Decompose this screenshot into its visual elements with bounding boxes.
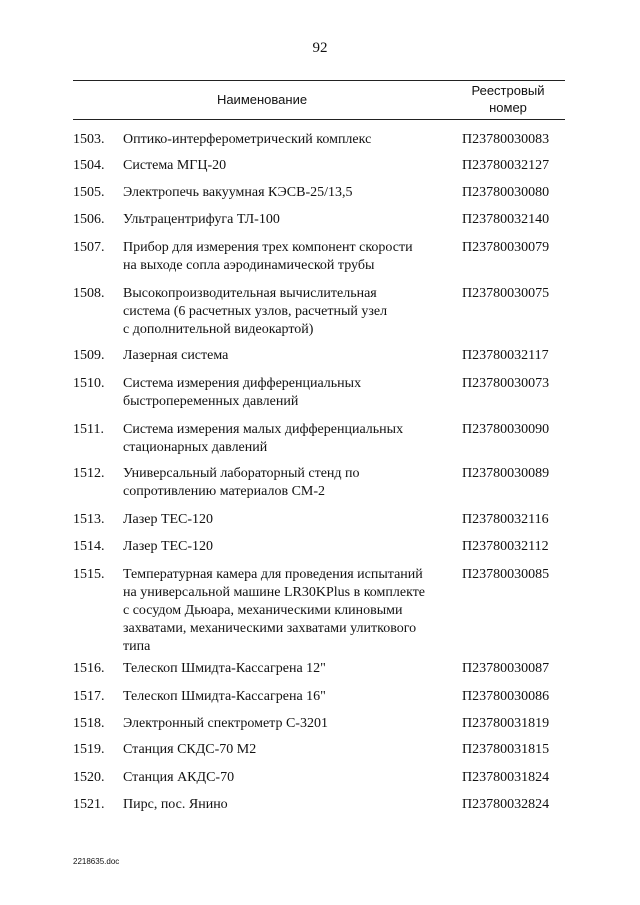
row-registry-number: П23780032116 — [462, 512, 549, 527]
row-name-line: Лазер ТЕС-120 — [123, 539, 214, 554]
row-number: 1520. — [73, 770, 105, 785]
row-registry-number: П23780030086 — [462, 689, 550, 704]
row-name-line: Лазер ТЕС-120 — [123, 512, 214, 527]
row-name-line: Электропечь вакуумная КЭСВ-25/13,5 — [123, 185, 353, 200]
row-name-line: система (6 расчетных узлов, расчетный узел — [123, 304, 388, 319]
row-name — [123, 375, 453, 411]
row-registry-number: П23780030089 — [462, 466, 550, 481]
row-registry-number: П23780032117 — [462, 348, 549, 363]
row-name-line: сопротивлению материалов СМ-2 — [123, 484, 326, 499]
row-name-line: Прибор для измерения трех компонент скорости — [123, 240, 413, 255]
row-number: 1514. — [73, 539, 105, 554]
row-name-line: Станция АКДС-70 — [123, 770, 235, 785]
row-number: 1517. — [73, 689, 105, 704]
row-name — [123, 566, 453, 656]
row-name — [123, 660, 453, 678]
row-name — [123, 421, 453, 457]
row-number: 1515. — [73, 567, 105, 582]
row-registry-number: П23780030079 — [462, 240, 550, 255]
row-number: 1521. — [73, 797, 105, 812]
row-registry-number: П23780030083 — [462, 132, 550, 147]
row-name-line: на выходе сопла аэродинамической трубы — [123, 258, 375, 273]
row-name — [123, 157, 453, 175]
row-name — [123, 211, 453, 229]
row-registry-number: П23780030085 — [462, 567, 550, 582]
header-registry-line-1: Реестровый — [471, 83, 545, 98]
row-number: 1512. — [73, 466, 105, 481]
row-registry-number: П23780031819 — [462, 716, 550, 731]
row-name-line: Телескоп Шмидта-Кассагрена 12" — [123, 661, 326, 676]
row-name — [123, 741, 453, 759]
row-number: 1518. — [73, 716, 105, 731]
row-registry-number: П23780032112 — [462, 539, 549, 554]
row-registry-number: П23780032140 — [462, 212, 550, 227]
row-name — [123, 688, 453, 706]
row-name — [123, 796, 453, 814]
row-number: 1511. — [73, 422, 104, 437]
row-number: 1510. — [73, 376, 105, 391]
row-name-line: захватами, механическими захватами улиткового — [123, 621, 417, 636]
row-registry-number: П23780030075 — [462, 286, 550, 301]
header-registry-line-2: номер — [489, 100, 527, 115]
row-name — [123, 184, 453, 202]
header-name-column: Наименование — [216, 92, 308, 107]
row-number: 1516. — [73, 661, 105, 676]
row-number: 1508. — [73, 286, 105, 301]
row-number: 1505. — [73, 185, 105, 200]
row-name — [123, 465, 453, 501]
page-number: 92 — [312, 40, 328, 56]
row-name — [123, 347, 453, 365]
row-name-line: Высокопроизводительная вычислительная — [123, 286, 377, 301]
row-registry-number: П23780031815 — [462, 742, 550, 757]
row-number: 1504. — [73, 158, 105, 173]
row-name — [123, 769, 453, 787]
row-name-line: Телескоп Шмидта-Кассагрена 16" — [123, 689, 326, 704]
row-registry-number: П23780030073 — [462, 376, 550, 391]
row-name — [123, 131, 453, 149]
row-registry-number: П23780030080 — [462, 185, 550, 200]
row-registry-number: П23780032127 — [462, 158, 550, 173]
row-name — [123, 715, 453, 733]
row-name-line: с сосудом Дьюара, механическими клиновыми — [123, 603, 403, 618]
row-registry-number: П23780030087 — [462, 661, 550, 676]
row-registry-number: П23780032824 — [462, 797, 550, 812]
row-name-line: Ультрацентрифуга ТЛ-100 — [123, 212, 280, 227]
row-name-line: типа — [123, 639, 151, 654]
row-number: 1513. — [73, 512, 105, 527]
row-name-line: стационарных давлений — [123, 440, 268, 455]
row-number: 1503. — [73, 132, 105, 147]
row-name-line: Система МГЦ-20 — [123, 158, 227, 173]
row-number: 1507. — [73, 240, 105, 255]
row-name-line: с дополнительной видеокартой) — [123, 322, 314, 337]
row-name-line: Универсальный лабораторный стенд по — [123, 466, 360, 481]
row-number: 1506. — [73, 212, 105, 227]
row-number: 1509. — [73, 348, 105, 363]
row-name — [123, 511, 453, 529]
row-number: 1519. — [73, 742, 105, 757]
row-name — [123, 239, 453, 275]
row-name-line: Лазерная система — [123, 348, 229, 363]
row-name-line: Система измерения малых дифференциальных — [123, 422, 404, 437]
row-name-line: Электронный спектрометр С-3201 — [123, 716, 328, 731]
row-name-line: Пирс, пос. Янино — [123, 797, 228, 812]
row-name — [123, 538, 453, 556]
row-name-line: Станция СКДС-70 М2 — [123, 742, 257, 757]
row-name-line: быстропеременных давлений — [123, 394, 299, 409]
row-registry-number: П23780031824 — [462, 770, 550, 785]
row-name-line: Температурная камера для проведения испытаний — [123, 567, 423, 582]
row-name-line: на универсальной машине LR30KPlus в комплекте — [123, 585, 426, 600]
row-name-line: Оптико-интерферометрический комплекс — [123, 132, 372, 147]
document-filename: 2218635.doc — [73, 857, 120, 866]
table-header — [73, 80, 565, 120]
row-name-line: Система измерения дифференциальных — [123, 376, 362, 391]
row-name — [123, 285, 453, 339]
header-registry-column — [451, 82, 565, 116]
row-registry-number: П23780030090 — [462, 422, 550, 437]
